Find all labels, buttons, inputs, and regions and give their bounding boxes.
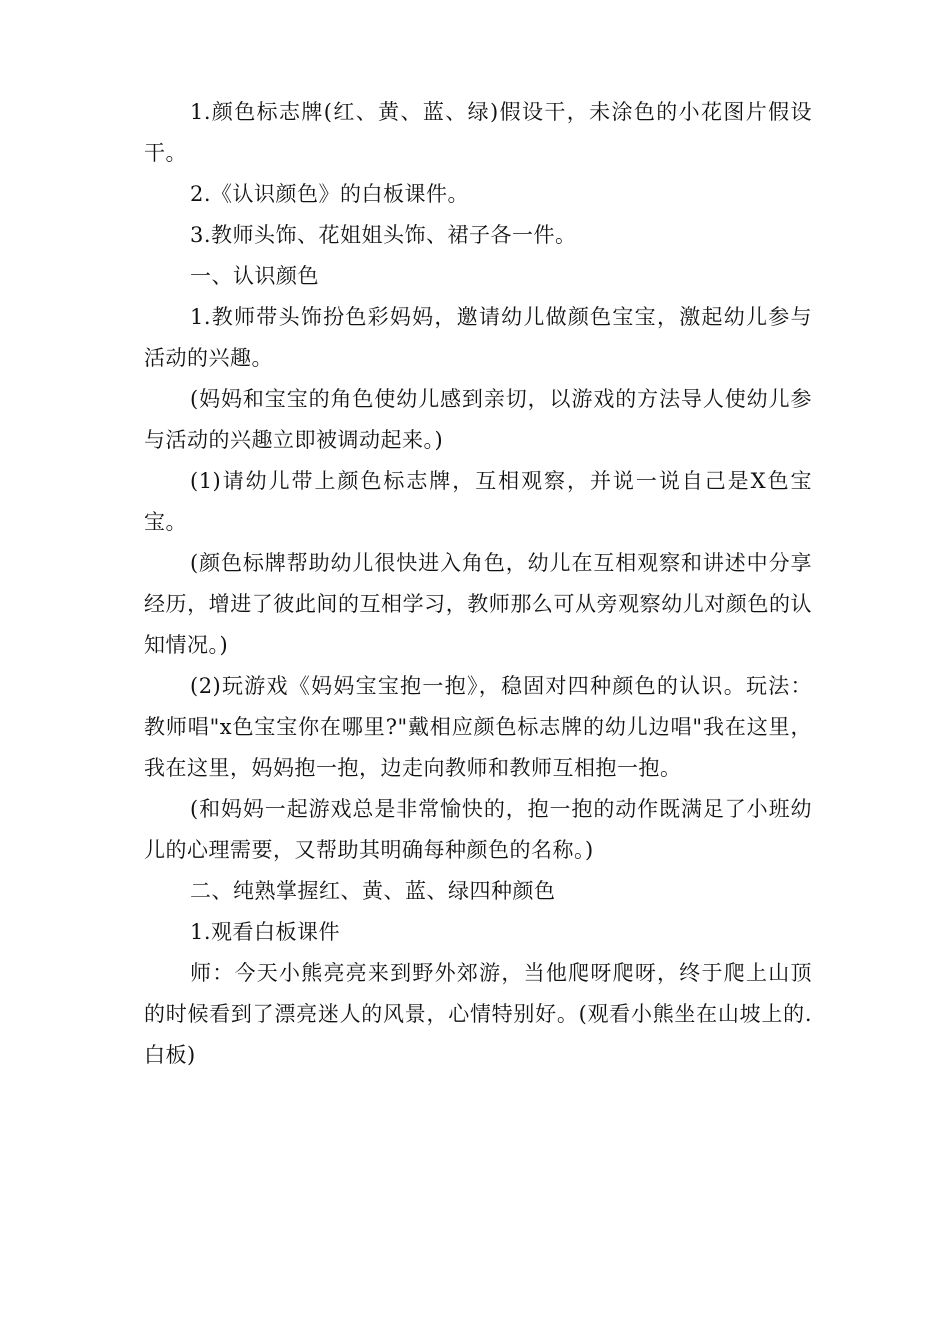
section-heading-recognize-colors: 一、认识颜色 xyxy=(190,264,319,288)
paragraph-note-1: (妈妈和宝宝的角色使幼儿感到亲切，以游戏的方法导人使幼儿参与活动的兴趣立即被调动起来。) xyxy=(144,387,812,452)
paragraph-materials-3: 3.教师头饰、花姐姐头饰、裙子各一件。 xyxy=(190,223,577,247)
paragraph-step-1: 1.教师带头饰扮色彩妈妈，邀请幼儿做颜色宝宝，激起幼儿参与活动的兴趣。 xyxy=(144,305,812,370)
section-heading-master-colors: 二、纯熟掌握红、黄、蓝、绿四种颜色 xyxy=(190,879,556,903)
paragraph-substep-2: (2)玩游戏《妈妈宝宝抱一抱》，稳固对四种颜色的认识。玩法：教师唱"x色宝宝你在哪里?"戴相应颜色标志牌的幼儿边唱"我在这里，我在这里，妈妈抱一抱，边走向教师和教师互相抱一抱。 xyxy=(144,674,812,780)
paragraph-materials-1: 1.颜色标志牌(红、黄、蓝、绿)假设干，未涂色的小花图片假设干。 xyxy=(144,100,812,165)
document-page xyxy=(144,92,812,1076)
paragraph-note-3: (和妈妈一起游戏总是非常愉快的，抱一抱的动作既满足了小班幼儿的心理需要，又帮助其明确每种颜色的名称。) xyxy=(144,797,812,862)
paragraph-teacher-dialogue: 师：今天小熊亮亮来到野外郊游，当他爬呀爬呀，终于爬上山顶的时候看到了漂亮迷人的风景，心情特别好。(观看小熊坐在山坡上的.白板) xyxy=(144,961,812,1067)
paragraph-watch-courseware: 1.观看白板课件 xyxy=(190,920,341,944)
paragraph-substep-1: (1)请幼儿带上颜色标志牌，互相观察，并说一说自己是X色宝宝。 xyxy=(144,469,812,534)
paragraph-materials-2: 2.《认识颜色》的白板课件。 xyxy=(190,182,470,206)
paragraph-note-2: (颜色标牌帮助幼儿很快进入角色，幼儿在互相观察和讲述中分享经历，增进了彼此间的互相学习，教师那么可从旁观察幼儿对颜色的认知情况。) xyxy=(144,551,812,657)
